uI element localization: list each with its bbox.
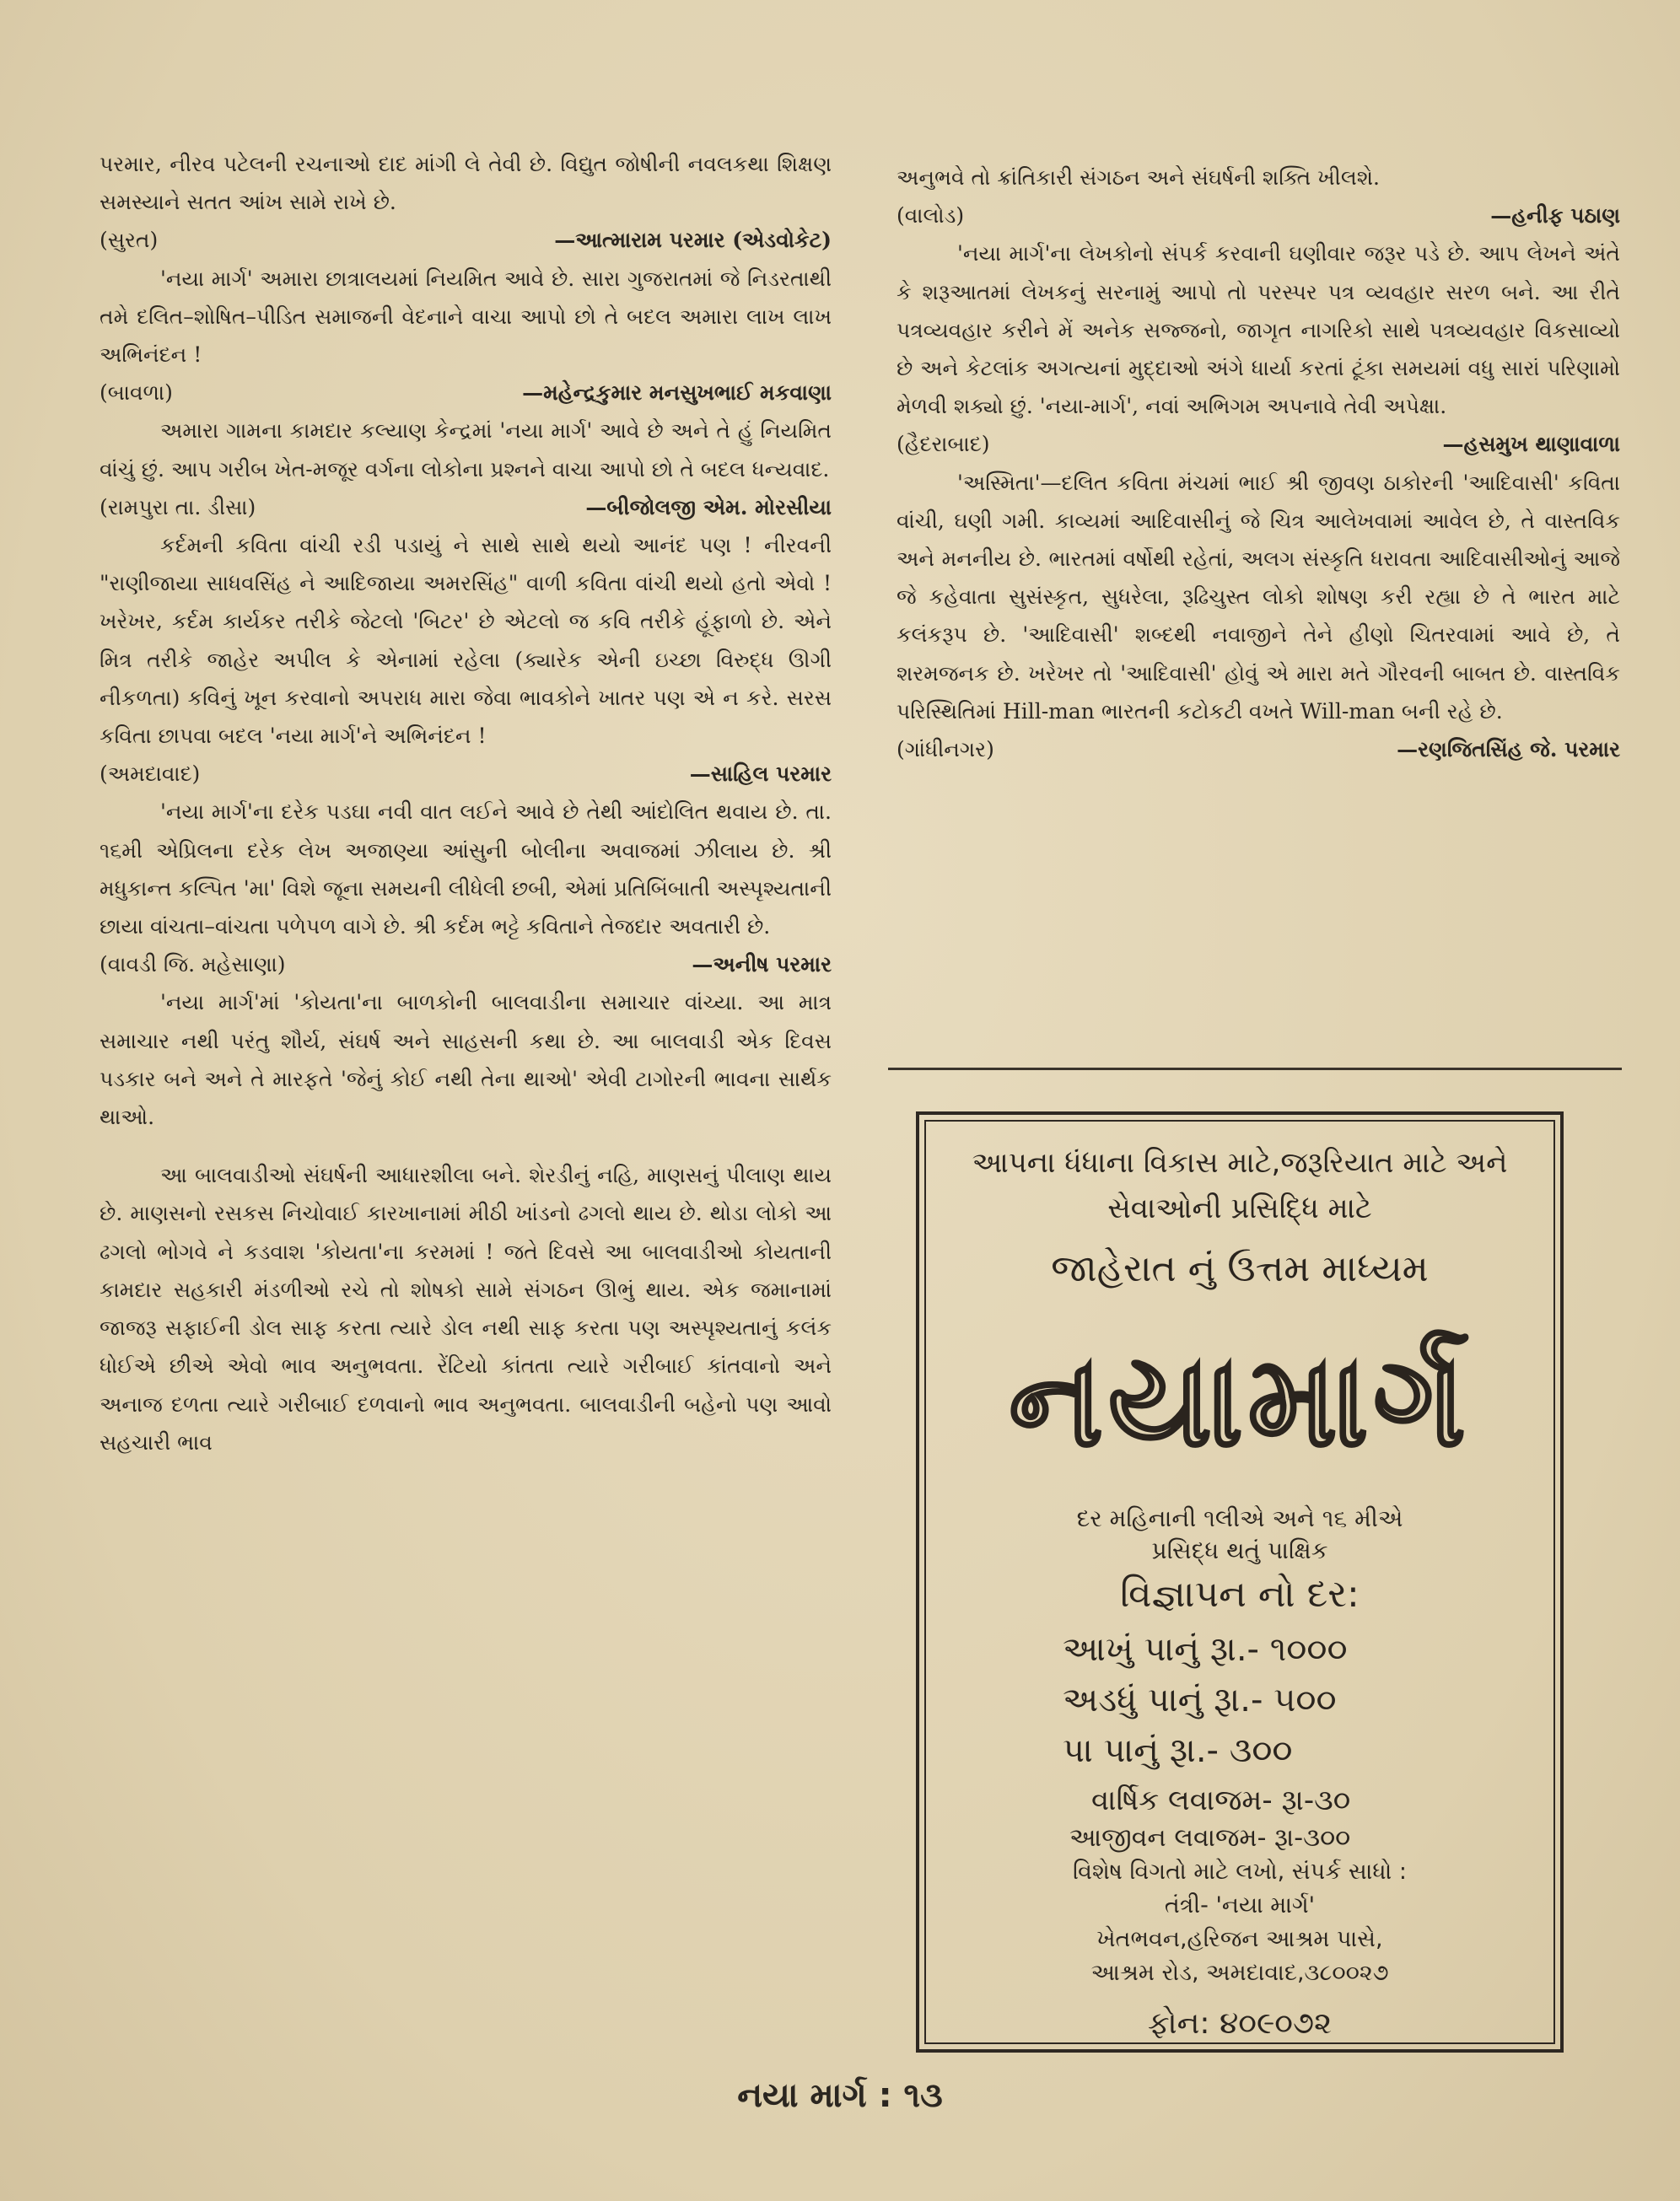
letter-signature	[897, 425, 1620, 463]
ad-rate-item: પા પાનું રૂા.- ૩૦૦	[1063, 1731, 1293, 1770]
ad-contact: વિશેષ વિગતો માટે લખો, સંપર્ક સાધો :	[1073, 1859, 1407, 1885]
letter-text: આ બાલવાડીઓ સંઘર્ષની આધારશીલા બને. શેરડીનું નહિ, માણસનું પીલાણ થાય છે. માણસનો રસકસ નિચોવાઈ કારખાનામાં મીઠી ખાંડનો ઢગલો થાય છે. થોડા લોકો આ ઢગલો ભોગવે ને કડવાશ 'કોયતા'ના કરમમાં ! જતે દિવસે આ બાલવાડીઓ કોયતાની કામદાર સહકારી મંડળીઓ રચે તો શોષકો સામે સંગઠન ઊભું થાય. એક જમાનામાં જાજરૂ સફાઈની ડોલ સાફ કરતા ત્યારે ડોલ નથી સાફ કરતા પણ અસ્પૃશ્યતાનું કલંક ધોઈએ છીએ એવો ભાવ અનુભવતા. રેંટિયો કાંતતા ત્યારે ગરીબાઈ કાંતવાનો અને અનાજ દળતા ત્યારે ગરીબાઈ દળવાનો ભાવ અનુભવતા. બાલવાડીની બહેનો પણ આવો સહચારી ભાવ	[100, 1163, 832, 1455]
letter-author: —મહેન્દ્રકુમાર મનસુખભાઈ મકવાણા	[522, 380, 832, 406]
letter-place: (વાવડી જિ. મહેસાણા)	[100, 952, 286, 977]
ad-contact: તંત્રી- 'નયા માર્ગ'	[1164, 1892, 1316, 1918]
letter-text: 'અસ્મિતા'—દલિત કવિતા મંચમાં ભાઈ શ્રી જીવણ ઠાકોરની 'આદિવાસી' કવિતા વાંચી, ઘણી ગમી. કાવ્યમાં આદિવાસીનું જે ચિત્ર આલેખવામાં આવેલ છે, તે વાસ્તવિક અને મનનીય છે. ભારતમાં વર્ષોથી રહેતાં, અલગ સંસ્કૃતિ ધરાવતા આદિવાસીઓનું આજે જે કહેવાતા સુસંસ્કૃત, સુધરેલા, રૂઢિચુસ્ત લોકો શોષણ કરી રહ્યા છે તે ભારત માટે કલંકરૂપ છે. 'આદિવાસી' શબ્દથી નવાજીને તેને હીણો ચિતરવામાં આવે છે, તે શરમજનક છે. ખરેખર તો 'આદિવાસી' હોવું એ મારા મતે ગૌરવની બાબત છે. વાસ્તવિક પરિસ્થિતિમાં Hill-man ભારતની કટોકટી વખતે Will-man બની રહે છે.	[897, 470, 1620, 724]
letter-text: 'નયા માર્ગ'ના દરેક પડઘા નવી વાત લઈને આવે છે તેથી આંદોલિત થવાય છે. તા. ૧૬મી એપ્રિલના દરેક લેખ અજાણ્યા આંસુની બોલીના અવાજમાં ઝીલાય છે. શ્રી મધુકાન્ત કલ્પિત 'મા' વિશે જૂના સમયની લીધેલી છબી, એમાં પ્રતિબિંબાતી અસ્પૃશ્યતાની છાયા વાંચતા–વાંચતા પળેપળ વાગે છે. શ્રી કર્દમ ભટ્ટે કવિતાને તેજદાર અવતારી છે.	[100, 799, 832, 939]
letter-author: —રણજિતસિંહ જે. પરમાર	[1397, 737, 1620, 762]
letter-place: (અમદાવાદ)	[100, 761, 201, 787]
ad-rate-item: અડધું પાનું રૂા.- ૫૦૦	[1063, 1681, 1337, 1719]
letter-text: અમારા ગામના કામદાર કલ્યાણ કેન્દ્રમાં 'નયા માર્ગ' આવે છે અને તે હું નિયમિત વાંચું છું. આપ ગરીબ ખેત-મજૂર વર્ગના લોકોના પ્રશ્નને વાચા આપો છો તે બદલ ધન્યવાદ.	[100, 418, 832, 482]
page-footer: નયા માર્ગ : ૧૩	[737, 2076, 943, 2115]
ad-frequency: પ્રસિદ્ધ થતું પાક્ષિક	[1151, 1536, 1328, 1564]
letter-text: અનુભવે તો ક્રાંતિકારી સંગઠન અને સંઘર્ષની શક્તિ ખીલશે.	[897, 165, 1380, 190]
letter-place: (રામપુરા તા. ડીસા)	[100, 494, 256, 519]
letter-signature	[100, 488, 832, 526]
letter-text: પરમાર, નીરવ પટેલની રચનાઓ દાદ માંગી લે તેવી છે. વિદ્યુત જોષીની નવલકથા શિક્ષણ સમસ્યાને સતત આંખ સામે રાખે છે.	[100, 152, 832, 215]
column-divider	[888, 1068, 1622, 1070]
ad-rate-item: આખું પાનું રૂા.- ૧૦૦૦	[1063, 1630, 1348, 1669]
ad-contact: ખેતભવન,હરિજન આશ્રમ પાસે,	[1096, 1926, 1383, 1952]
letter-author: —હસમુખ થાણાવાળા	[1442, 432, 1620, 457]
letter-signature	[897, 730, 1620, 768]
letter-author: —બીજોલજી એમ. મોરસીયા	[585, 494, 832, 519]
left-column	[100, 145, 832, 1461]
letter-place: (હૈદરાબાદ)	[897, 432, 990, 457]
letter-place: (બાવળા)	[100, 380, 173, 406]
letter-author: —અનીષ પરમાર	[692, 952, 832, 977]
letter-text: 'નયા માર્ગ'ના લેખકોનો સંપર્ક કરવાની ઘણીવાર જરૂર પડે છે. આપ લેખને અંતે કે શરૂઆતમાં લેખકનું સરનામું આપો તો પરસ્પર પત્ર વ્યવહાર સરળ બને. આ રીતે પત્રવ્યવહાર કરીને મેં અનેક સજ્જનો, જાગૃત નાગરિકો સાથે પત્રવ્યવહાર વિકસાવ્યો છે અને કેટલાંક અગત્યનાં મુદ્દાઓ અંગે ધાર્યા કરતાં ટૂંકા સમયમાં વધુ સારાં પરિણામો મેળવી શક્યો છું. 'નયા-માર્ગ', નવાં અભિગમ અપનાવે તેવી અપેક્ષા.	[897, 241, 1620, 419]
right-column	[897, 159, 1620, 768]
letter-text: 'નયા માર્ગ'માં 'કોયતા'ના બાળકોની બાલવાડીના સમાચાર વાંચ્યા. આ માત્ર સમાચાર નથી પરંતુ શૌર્ય, સંઘર્ષ અને સાહસની કથા છે. આ બાલવાડી એક દિવસ પડકાર બને અને તે મારફતે 'જેનું કોઈ નથી તેના થાઓ' એવી ટાગોરની ભાવના સાર્થક થાઓ.	[100, 990, 832, 1130]
ad-frequency: દર મહિનાની ૧લીએ અને ૧૬ મીએ	[1076, 1504, 1403, 1532]
letter-place: (સુરત)	[100, 228, 159, 253]
letter-place: (વાલોડ)	[897, 203, 965, 229]
letter-signature	[100, 755, 832, 793]
ad-tagline: આપના ધંધાના વિકાસ માટે,જરૂરિયાત માટે અને	[972, 1146, 1508, 1180]
letter-place: (ગાંધીનગર)	[897, 737, 994, 762]
letter-signature	[100, 945, 832, 983]
ad-subscription: આજીવન લવાજમ- રૂા-૩૦૦	[1069, 1823, 1351, 1853]
letter-author: —આત્મારામ પરમાર (એડવોકેટ)	[554, 228, 832, 253]
advertisement	[924, 1120, 1555, 2044]
letter-signature	[100, 374, 832, 412]
ad-phone: ફોન: ૪૦૯૦૭૨	[1147, 2006, 1333, 2041]
ad-tagline: સેવાઓની પ્રસિદ્ધિ માટે	[1107, 1192, 1372, 1225]
ad-rate-title: વિજ્ઞાપન નો દર:	[1120, 1573, 1360, 1616]
letter-author: —સાહિલ પરમાર	[689, 761, 832, 787]
ad-rate-list	[1063, 1624, 1417, 1776]
ad-heading: જાહેરાત નું ઉત્તમ માધ્યમ	[1051, 1247, 1429, 1290]
magazine-logo: નયામાર્ગ	[1009, 1328, 1471, 1475]
ad-contact: આશ્રમ રોડ, અમદાવાદ,૩૮૦૦૨૭	[1090, 1960, 1389, 1986]
ad-subscription: વાર્ષિક લવાજમ- રૂા-૩૦	[1091, 1784, 1351, 1817]
letter-text: 'નયા માર્ગ' અમારા છાત્રાલયમાં નિયમિત આવે છે. સારા ગુજરાતમાં જે નિડરતાથી તમે દલિત–શોષિત–પીડિત સમાજની વેદનાને વાચા આપો છો તે બદલ અમારા લાખ લાખ અભિનંદન !	[100, 266, 832, 368]
letter-author: —હનીફ પઠાણ	[1490, 203, 1620, 229]
letter-text: કર્દમની કવિતા વાંચી રડી પડાયું ને સાથે સાથે થયો આનંદ પણ ! નીરવની "રાણીજાયા સાધવસિંહ ને આદિજાયા અમરસિંહ" વાળી કવિતા વાંચી થયો હતો એવો ! ખરેખર, કર્દમ કાર્યકર તરીકે જેટલો 'બિટર' છે એટલો જ કવિ તરીકે હૂંફાળો છે. એને મિત્ર તરીકે જાહેર અપીલ કે એનામાં રહેલા (ક્યારેક એની ઇચ્છા વિરુદ્ધ ઊગી નીકળતા) કવિનું ખૂન કરવાનો અપરાધ મારા જેવા ભાવકોને ખાતર પણ એ ન કરે. સરસ કવિતા છાપવા બદલ 'નયા માર્ગ'ને અભિનંદન !	[100, 533, 832, 749]
letter-signature	[100, 221, 832, 259]
letter-signature	[897, 196, 1620, 234]
